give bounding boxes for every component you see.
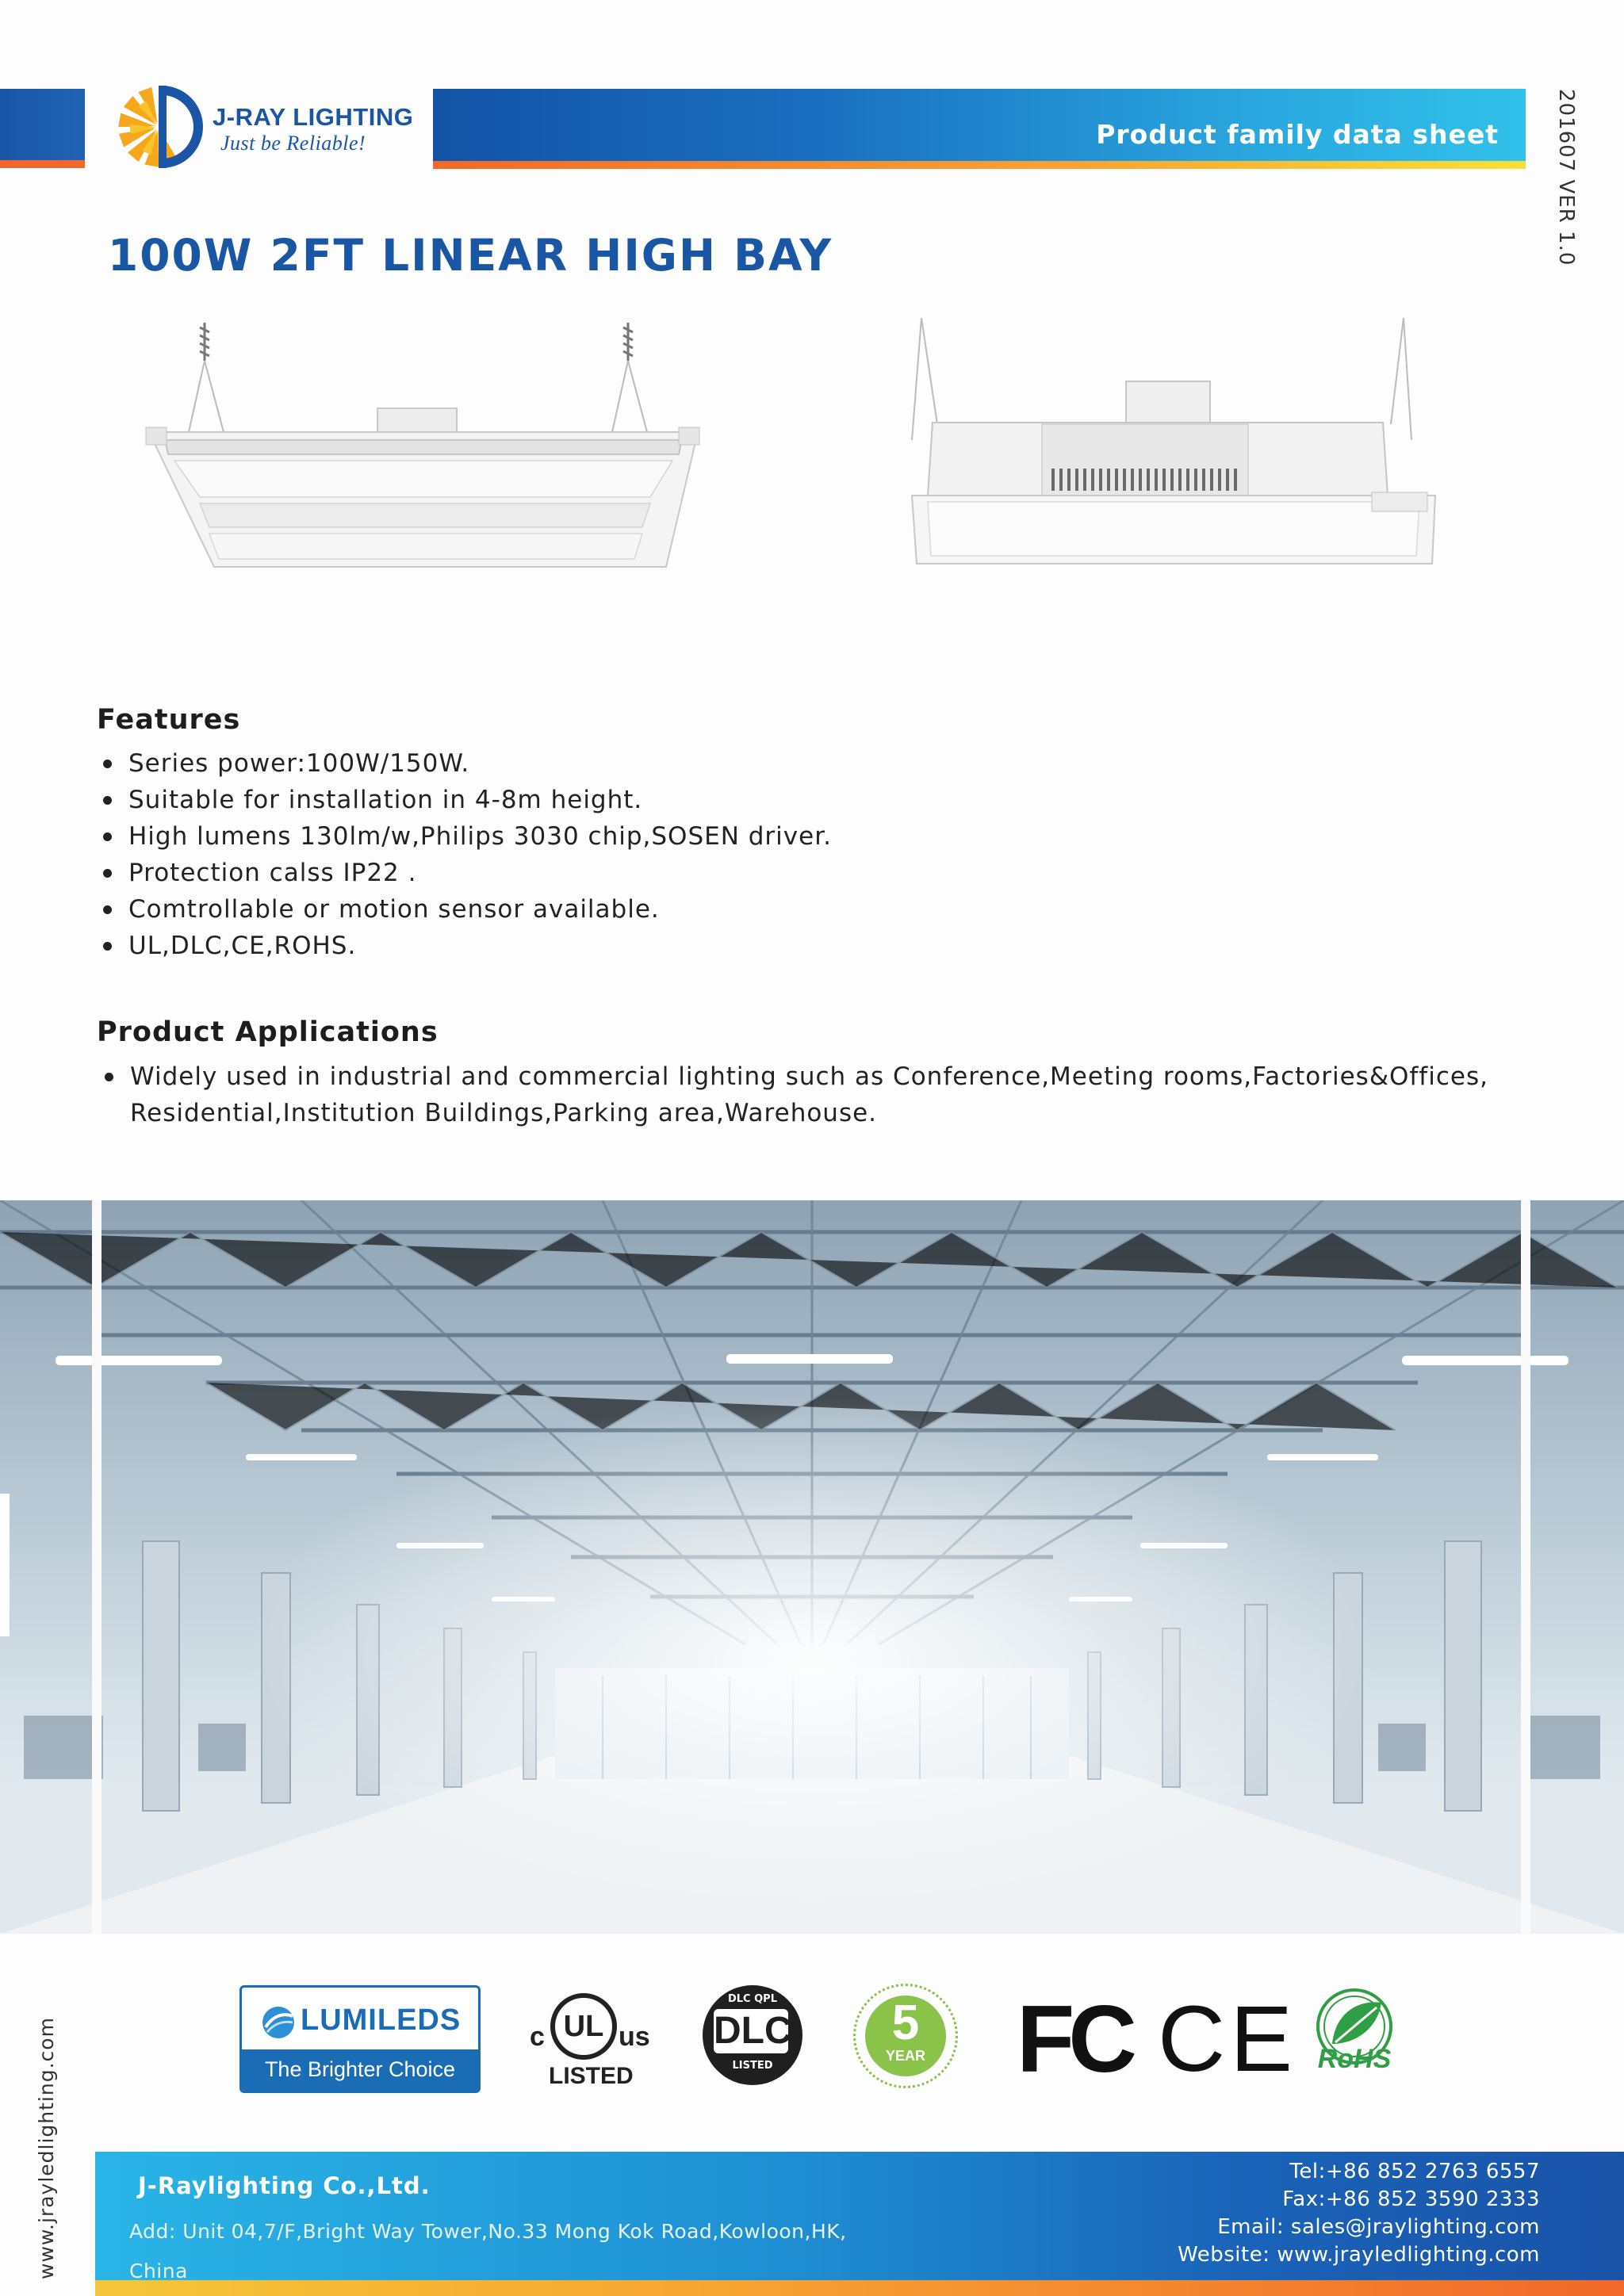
page-title: 100W 2FT LINEAR HIGH BAY [108, 230, 833, 281]
header-banner-accent [433, 161, 1526, 169]
application-item: Widely used in industrial and commercial lighting such as Conference,Meeting rooms,Factories&Offices, Residential,Institution Buildings,Parking area,Warehouse. [100, 1058, 1543, 1131]
product-image-front [143, 313, 714, 583]
applications-heading: Product Applications [97, 1016, 439, 1048]
rohs-logo: RoHS [1308, 1985, 1400, 2080]
brand-slogan: Just be Reliable! [220, 132, 366, 155]
header-tagline: Product family data sheet [1096, 119, 1499, 150]
sun-logo-icon [114, 82, 209, 171]
version-label: 201607 VER 1.0 [1554, 89, 1578, 266]
brand-name: J-RAY LIGHTING [213, 103, 414, 131]
feature-item: UL,DLC,CE,ROHS. [98, 928, 1446, 964]
ce-logo: CE [1158, 1987, 1297, 2091]
dlc-qpl-logo: DLC QPL DLC LISTED [703, 1985, 802, 2085]
features-heading: Features [97, 704, 241, 736]
applications-list [100, 1058, 1543, 1131]
feature-item: Suitable for installation in 4-8m height. [98, 782, 1446, 818]
feature-item: Series power:100W/150W. [98, 745, 1446, 782]
contact-tel: Tel:+86 852 2763 6557 [1289, 2160, 1540, 2183]
contact-fax: Fax:+86 852 3590 2333 [1282, 2187, 1540, 2211]
feature-item: Protection calss IP22 . [98, 855, 1446, 891]
fcc-logo: FC [1017, 1986, 1131, 2092]
header-left-bar [0, 89, 85, 165]
warranty-badge: 5 YEAR [853, 1984, 958, 2088]
company-name: J-Raylighting Co.,Ltd. [138, 2172, 431, 2199]
certification-logos [0, 1979, 1624, 2098]
feature-item: Comtrollable or motion sensor available. [98, 891, 1446, 928]
product-image-back [896, 313, 1451, 575]
lumileds-logo: LUMILEDS The Brighter Choice [239, 1985, 481, 2093]
features-list [98, 745, 1446, 964]
header-left-accent [0, 160, 85, 168]
lumileds-globe-icon [261, 2005, 296, 2040]
company-address: Add: Unit 04,7/F,Bright Way Tower,No.33 Mong Kok Road,Kowloon,HK, China [129, 2220, 847, 2283]
ul-listed-logo: c UL us LISTED [530, 1990, 657, 2093]
feature-item: High lumens 130lm/w,Philips 3030 chip,SOSEN driver. [98, 818, 1446, 855]
contact-info [1178, 2158, 1540, 2269]
website-vertical: www.jrayledlighting.com [35, 2017, 58, 2279]
contact-website[interactable]: Website: www.jrayledlighting.com [1178, 2243, 1540, 2267]
contact-email[interactable]: Email: sales@jraylighting.com [1217, 2215, 1540, 2239]
warehouse-photo [0, 1200, 1624, 1934]
